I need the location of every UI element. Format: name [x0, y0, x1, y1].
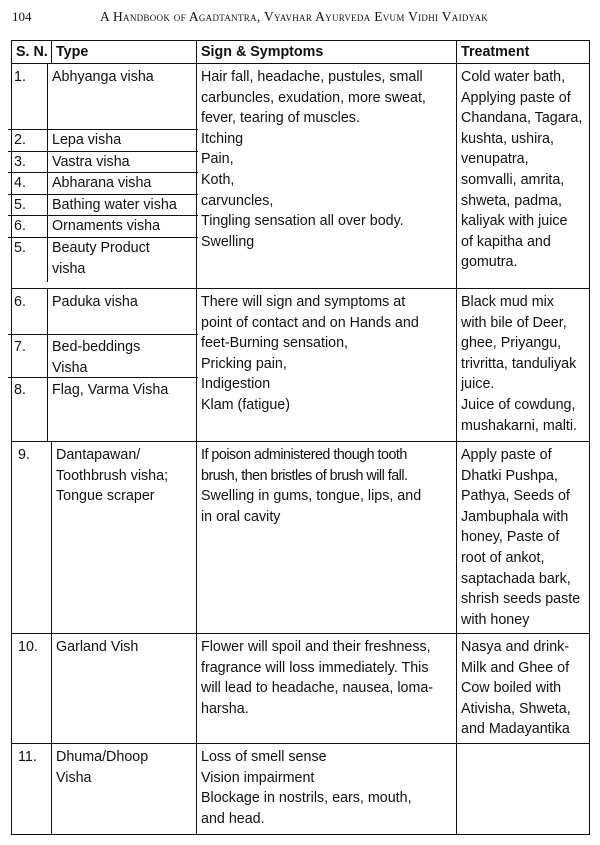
treatment-line: ghee, Priyangu,: [461, 335, 562, 352]
column-header-sn: S. N.: [12, 41, 52, 64]
treatment-line: Cold water bath,: [461, 69, 566, 85]
treatment-line: Cow boiled with: [461, 680, 562, 697]
type-name: visha: [52, 260, 86, 277]
symptom-line: Pain,: [201, 151, 234, 168]
treatment-cell-empty: [457, 744, 590, 835]
type-name: Vastra visha: [52, 153, 130, 170]
treatment-line: with honey: [461, 611, 530, 628]
treatment-line: Apply paste of: [461, 447, 552, 463]
serial-number: 3.: [8, 152, 48, 173]
symptom-line: point of contact and on Hands and: [201, 314, 419, 331]
table-row: [8, 195, 198, 217]
type-cell: [52, 442, 197, 634]
treatment-line: of kapitha and: [461, 233, 551, 250]
treatment-line: Milk and Ghee of: [461, 659, 570, 676]
symptom-line: Pricking pain,: [201, 355, 287, 372]
type-name: Beauty Product: [52, 239, 150, 256]
page-header: [12, 4, 588, 30]
symptom-line: Koth,: [201, 171, 235, 188]
treatment-line: trivritta, tanduliyak: [461, 355, 577, 372]
serial-number: 1.: [8, 64, 48, 129]
type-name: Dantapawan/: [56, 447, 141, 463]
treatment-line: Chandana, Tagara,: [461, 110, 583, 127]
type-cell: [52, 744, 197, 835]
treatment-line: Black mud mix: [461, 294, 554, 310]
symptoms-cell: [197, 744, 457, 835]
serial-number: 7.: [8, 335, 48, 377]
symptom-line: carbuncles, exudation, more sweat,: [201, 89, 426, 106]
serial-number: 9.: [12, 442, 52, 634]
table-row: [12, 289, 590, 442]
symptom-line: brush, then bristles of brush will fall.: [201, 467, 408, 484]
treatment-line: shweta, padma,: [461, 192, 562, 209]
type-cell: [52, 634, 197, 744]
type-name: Visha: [52, 359, 88, 376]
type-name: Flag, Varma Visha: [52, 382, 169, 398]
group1-symptoms-cell: [197, 64, 457, 289]
symptom-line: Hair fall, headache, pustules, small: [201, 69, 423, 85]
symptom-line: Blockage in nostrils, ears, mouth,: [201, 790, 412, 807]
group2-type-cell: [12, 289, 197, 442]
treatment-line: Ativisha, Shweta,: [461, 700, 571, 717]
running-title: A Handbook of Agadtantra, Vyavhar Ayurveda Evum Vidhi Vaidyak: [100, 9, 489, 24]
serial-number: 10.: [12, 634, 52, 744]
symptom-line: in oral cavity: [201, 508, 281, 525]
treatment-line: somvalli, amrita,: [461, 171, 565, 188]
table-row: [12, 744, 590, 835]
table-header-row: [12, 41, 590, 64]
treatment-line: saptachada bark,: [461, 570, 571, 587]
symptom-line: will lead to headache, nausea, loma-: [201, 680, 434, 697]
symptom-line: If poison administered though tooth: [201, 447, 407, 463]
group1-treatment-cell: [457, 64, 590, 289]
type-name: Abhyanga visha: [52, 69, 154, 85]
table-row: [8, 67, 198, 130]
serial-number: 5.: [8, 195, 48, 216]
visha-table: [11, 40, 590, 835]
type-name: Garland Vish: [56, 639, 139, 655]
symptoms-cell: [197, 634, 457, 744]
treatment-line: venupatra,: [461, 151, 529, 168]
serial-number: 4.: [8, 173, 48, 194]
symptom-line: Indigestion: [201, 376, 271, 393]
serial-number: 6.: [8, 289, 48, 334]
table-row: [8, 292, 198, 335]
table-row: [8, 378, 198, 441]
treatment-cell: [457, 634, 590, 744]
symptom-line: Flower will spoil and their freshness,: [201, 639, 431, 655]
table-row: [8, 152, 198, 174]
symptom-line: carvuncles,: [201, 192, 274, 209]
symptom-line: Tingling sensation all over body.: [201, 213, 404, 230]
table-row: [12, 634, 590, 744]
table-row: [8, 238, 198, 282]
type-name: Bathing water visha: [52, 196, 177, 213]
page-number: 104: [12, 9, 32, 24]
treatment-line: Juice of cowdung,: [461, 396, 576, 413]
symptom-line: Vision impairment: [201, 769, 315, 786]
type-name: Lepa visha: [52, 132, 122, 148]
treatment-line: Dhatki Pushpa,: [461, 467, 558, 484]
treatment-line: with bile of Deer,: [461, 314, 567, 331]
type-name: Visha: [56, 769, 92, 786]
group1-type-cell: [12, 64, 197, 289]
serial-number: 11.: [12, 744, 52, 835]
group2-treatment-cell: [457, 289, 590, 442]
treatment-cell: [457, 442, 590, 634]
treatment-line: root of ankot,: [461, 549, 545, 566]
table-row: [8, 130, 198, 152]
treatment-line: juice.: [461, 376, 495, 393]
column-header-type: Type: [52, 41, 197, 64]
table-row: [8, 216, 198, 238]
treatment-line: Applying paste of: [461, 89, 571, 106]
symptom-line: fragrance will loss immediately. This: [201, 659, 429, 676]
treatment-line: Nasya and drink-: [461, 639, 570, 655]
type-name: Ornaments visha: [52, 218, 161, 235]
symptom-line: There will sign and symptoms at: [201, 294, 406, 310]
serial-number: 6.: [8, 216, 48, 237]
symptom-line: Swelling in gums, tongue, lips, and: [201, 488, 422, 505]
symptom-line: Klam (fatigue): [201, 396, 290, 413]
type-name: Bed-beddings: [52, 339, 141, 355]
treatment-line: kaliyak with juice: [461, 213, 568, 230]
treatment-line: and Madayantika: [461, 721, 570, 738]
symptom-line: Loss of smell sense: [201, 749, 327, 765]
type-name: Paduka visha: [52, 294, 138, 310]
type-name: Tongue scraper: [56, 488, 155, 505]
table-row: [12, 64, 590, 289]
serial-number: 2.: [8, 130, 48, 151]
table-row: [8, 173, 198, 195]
treatment-line: kushta, ushira,: [461, 130, 554, 147]
treatment-line: Jambuphala with: [461, 508, 569, 525]
treatment-line: mushakarni, malti.: [461, 417, 578, 434]
treatment-line: honey, Paste of: [461, 529, 560, 546]
symptom-line: Itching: [201, 130, 244, 147]
symptom-line: feet-Burning sensation,: [201, 335, 349, 352]
symptoms-cell: [197, 442, 457, 634]
table-row: [8, 335, 198, 378]
type-name: Abharana visha: [52, 175, 152, 192]
serial-number: 5.: [8, 238, 48, 282]
table-row: [12, 442, 590, 634]
column-header-treatment: Treatment: [457, 41, 590, 64]
symptom-line: Swelling: [201, 233, 255, 250]
serial-number: 8.: [8, 378, 48, 441]
symptom-line: fever, tearing of muscles.: [201, 110, 360, 127]
treatment-line: gomutra.: [461, 254, 518, 271]
type-name: Toothbrush visha;: [56, 467, 169, 484]
treatment-line: Pathya, Seeds of: [461, 488, 570, 505]
group2-symptoms-cell: [197, 289, 457, 442]
type-name: Dhuma/Dhoop: [56, 749, 149, 765]
symptom-line: and head.: [201, 810, 265, 827]
column-header-symptoms: Sign & Symptoms: [197, 41, 457, 64]
treatment-line: shrish seeds paste: [461, 591, 581, 608]
symptom-line: harsha.: [201, 700, 249, 717]
